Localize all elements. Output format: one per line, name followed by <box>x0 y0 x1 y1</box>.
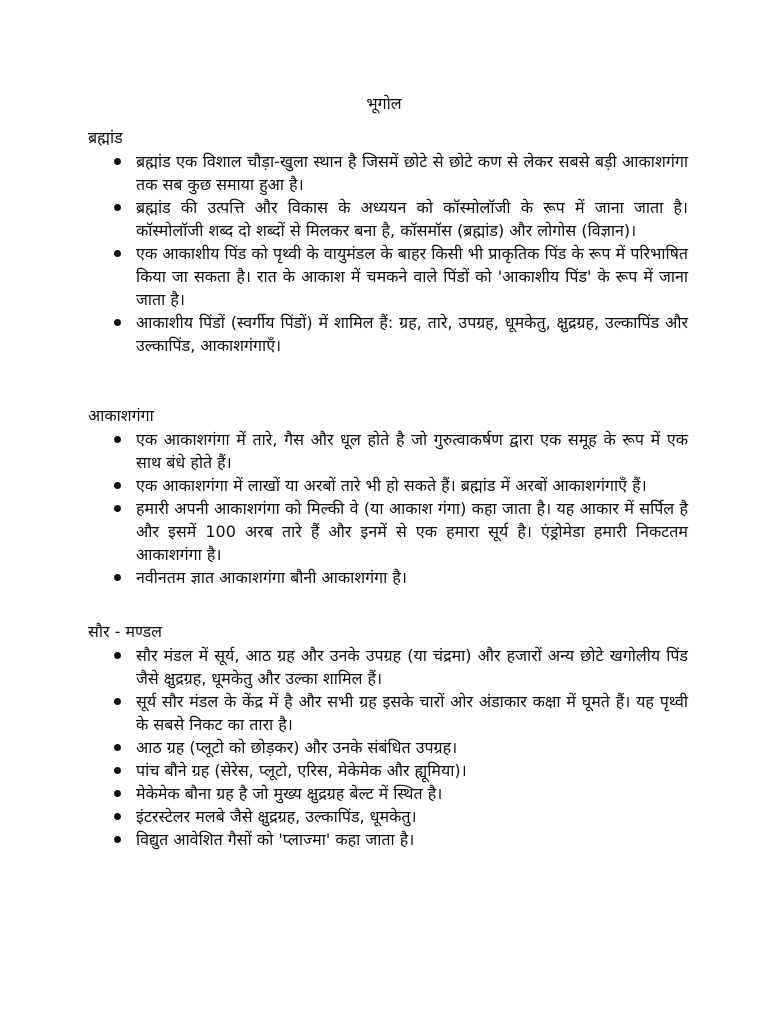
list-item-text: एक आकाशगंगा में तारे, गैस और धूल होते है जो गुरुत्वाकर्षण द्वारा एक समूह के रूप में एक साथ बंधे होते हैं। <box>136 430 688 472</box>
list-item <box>88 566 688 589</box>
list-item <box>88 242 688 311</box>
bullet-icon <box>114 250 121 257</box>
list-item-text: मेकेमेक बौना ग्रह है जो मुख्य क्षुद्रग्रह बेल्ट में स्थित है। <box>136 784 443 803</box>
list-item <box>88 736 688 759</box>
list-item-text: सूर्य सौर मंडल के केंद्र में है और सभी ग्रह इसके चारों ओर अंडाकार कक्षा में घूमते हैं। यह पृथ्वी के सबसे निकट का तारा है। <box>136 692 688 734</box>
list-item-text: हमारी अपनी आकाशगंगा को मिल्की वे (या आकाश गंगा) कहा जाता है। यह आकार में सर्पिल है और इसमें 100 अरब तारे हैं और इनमें से एक हमारा सूर्य है। एंड्रोमेडा हमारी निकटतम आकाशगंगा है। <box>136 499 688 564</box>
section-heading: ब्रह्मांड <box>88 128 123 147</box>
list-item <box>88 150 688 196</box>
list-item-text: ब्रह्मांड एक विशाल चौड़ा-खुला स्थान है जिसमें छोटे से छोटे कण से लेकर सबसे बड़ी आकाशगंगा तक सब कुछ समाया हुआ है। <box>136 152 688 194</box>
list-item <box>88 828 688 851</box>
section-akashganga <box>88 404 688 589</box>
list-item-text: पांच बौने ग्रह (सेरेस, प्लूटो, एरिस, मेकेमेक और ह्यूमिया)। <box>136 761 467 780</box>
list-item <box>88 759 688 782</box>
list-item-text: इंटरस्टेलर मलबे जैसे क्षुद्रग्रह, उल्कापिंड, धूमकेतु। <box>136 807 417 826</box>
bullet-icon <box>114 204 121 211</box>
list-item <box>88 196 688 242</box>
bullet-icon <box>114 505 121 512</box>
bullet-icon <box>114 158 121 165</box>
list-item <box>88 690 688 736</box>
section-heading: सौर - मण्डल <box>88 622 163 641</box>
list-item <box>88 644 688 690</box>
page-title: भूगोल <box>366 94 402 113</box>
bullet-list <box>88 644 688 851</box>
bullet-list <box>88 150 688 357</box>
list-item-text: ब्रह्मांड की उत्पत्ति और विकास के अध्ययन को कॉस्मोलॉजी के रूप में जाना जाता है। कॉस्मोलॉजी शब्द दो शब्दों से मिलकर बना है, कॉसमॉस (ब्रह्मांड) और लोगोस (विज्ञान)। <box>136 198 688 240</box>
list-item <box>88 428 688 474</box>
bullet-icon <box>114 574 121 581</box>
list-item-text: नवीनतम ज्ञात आकाशगंगा बौनी आकाशगंगा है। <box>136 568 407 587</box>
section-heading: आकाशगंगा <box>88 406 154 425</box>
section-saur-mandal <box>88 620 688 851</box>
bullet-icon <box>114 767 121 774</box>
list-item <box>88 497 688 566</box>
bullet-icon <box>114 744 121 751</box>
list-item-text: एक आकाशगंगा में लाखों या अरबों तारे भी हो सकते हैं। ब्रह्मांड में अरबों आकाशगंगाएँ हैं। <box>136 476 647 495</box>
list-item <box>88 474 688 497</box>
bullet-icon <box>114 436 121 443</box>
bullet-icon <box>114 698 121 705</box>
bullet-list <box>88 428 688 589</box>
bullet-icon <box>114 836 121 843</box>
bullet-icon <box>114 652 121 659</box>
list-item-text: आकाशीय पिंडों (स्वर्गीय पिंडों) में शामिल हैं: ग्रह, तारे, उपग्रह, धूमकेतु, क्षुद्रग्रह, उल्कापिंड और उल्कापिंड, आकाशगंगाएँ। <box>136 313 688 355</box>
bullet-icon <box>114 319 121 326</box>
list-item-text: आठ ग्रह (प्लूटो को छोड़कर) और उनके संबंधित उपग्रह। <box>136 738 458 757</box>
section-brahmand <box>88 126 688 357</box>
bullet-icon <box>114 482 121 489</box>
bullet-icon <box>114 813 121 820</box>
list-item <box>88 782 688 805</box>
list-item <box>88 805 688 828</box>
list-item <box>88 311 688 357</box>
list-item-text: एक आकाशीय पिंड को पृथ्वी के वायुमंडल के बाहर किसी भी प्राकृतिक पिंड के रूप में परिभाषित किया जा सकता है। रात के आकाश में चमकने वाले पिंडों को 'आकाशीय पिंड' के रूप में जाना जाता है। <box>136 244 688 309</box>
list-item-text: विद्युत आवेशित गैसों को 'प्लाज्मा' कहा जाता है। <box>136 830 415 849</box>
bullet-icon <box>114 790 121 797</box>
list-item-text: सौर मंडल में सूर्य, आठ ग्रह और उनके उपग्रह (या चंद्रमा) और हजारों अन्य छोटे खगोलीय पिंड जैसे क्षुद्रग्रह, धूमकेतु और उल्का शामिल हैं। <box>136 646 688 688</box>
